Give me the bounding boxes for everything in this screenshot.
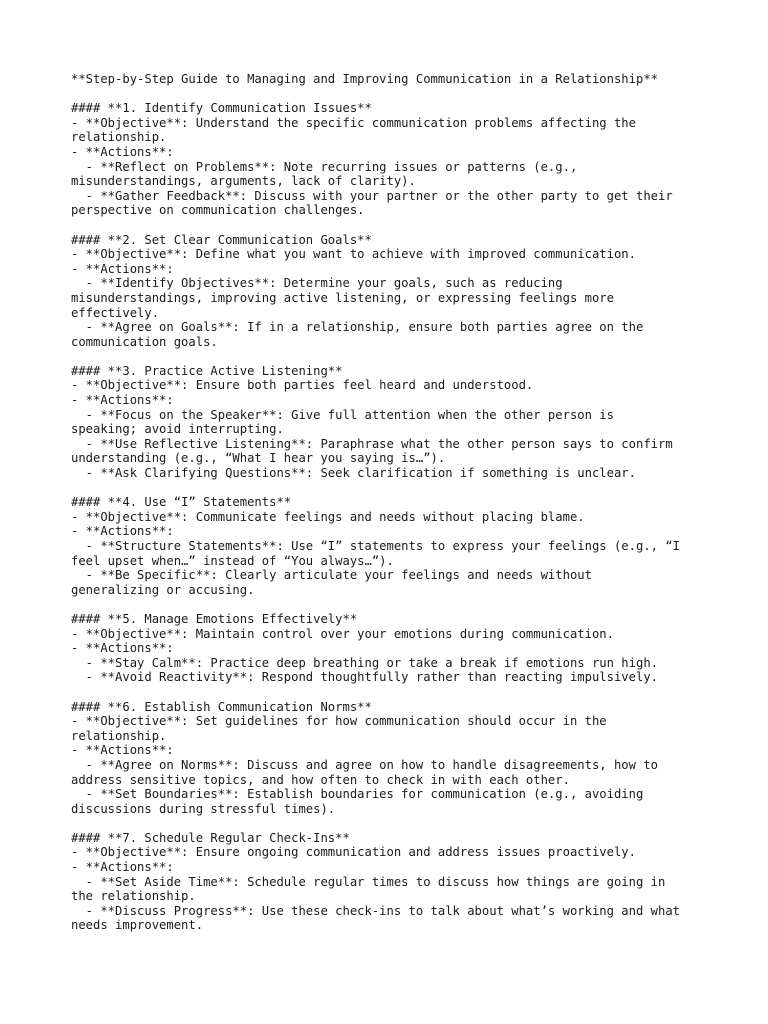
section-line: - **Objective**: Maintain control over your emotions during communication. [71, 626, 614, 641]
section-line: - **Set Boundaries**: Establish boundaries for communication (e.g., avoiding [71, 787, 644, 802]
spacer [71, 597, 731, 612]
section-4 [71, 495, 731, 597]
section-line: - **Objective**: Set guidelines for how communication should occur in the [71, 714, 607, 729]
spacer [71, 481, 731, 496]
section-line: - **Objective**: Define what you want to achieve with improved communication. [71, 247, 636, 262]
section-heading: #### **1. Identify Communication Issues** [71, 101, 372, 116]
document-body [71, 101, 731, 933]
document-title: **Step-by-Step Guide to Managing and Improving Communication in a Relationship** [71, 72, 658, 86]
section-line: relationship. [71, 728, 167, 743]
section-line: - **Agree on Goals**: If in a relationship, ensure both parties agree on the [71, 320, 644, 335]
section-heading: #### **6. Establish Communication Norms** [71, 699, 372, 714]
spacer [71, 87, 731, 102]
section-line: - **Agree on Norms**: Discuss and agree on how to handle disagreements, how to [71, 757, 658, 772]
section-line: - **Objective**: Ensure ongoing communication and address issues proactively. [71, 845, 636, 860]
section-line: relationship. [71, 130, 167, 145]
section-line: - **Stay Calm**: Practice deep breathing or take a break if emotions run high. [71, 655, 658, 670]
section-line: - **Objective**: Ensure both parties feel heard and understood. [71, 378, 534, 393]
section-line: - **Gather Feedback**: Discuss with your partner or the other party to get their [71, 188, 673, 203]
section-line: - **Reflect on Problems**: Note recurring issues or patterns (e.g., [71, 159, 578, 174]
section-6 [71, 700, 731, 817]
section-heading: #### **2. Set Clear Communication Goals** [71, 232, 372, 247]
section-line: misunderstandings, arguments, lack of clarity). [71, 174, 416, 189]
section-line: the relationship. [71, 889, 196, 904]
section-line: communication goals. [71, 334, 218, 349]
section-line: - **Structure Statements**: Use “I” statements to express your feelings (e.g., “I [71, 539, 681, 553]
section-heading: #### **3. Practice Active Listening** [71, 363, 343, 378]
section-line: - **Be Specific**: Clearly articulate your feelings and needs without [71, 568, 592, 583]
section-heading: #### **4. Use “I” Statements** [71, 495, 292, 510]
section-1 [71, 101, 731, 218]
section-line: - **Use Reflective Listening**: Paraphrase what the other person says to confirm [71, 436, 673, 451]
section-line: - **Actions**: [71, 743, 174, 758]
spacer [71, 685, 731, 700]
section-7 [71, 831, 731, 933]
section-line: misunderstandings, improving active listening, or expressing feelings more [71, 290, 614, 305]
section-line: effectively. [71, 305, 160, 320]
document-page [71, 72, 731, 933]
section-line: perspective on communication challenges. [71, 203, 365, 218]
section-line: speaking; avoid interrupting. [71, 422, 284, 437]
section-line: - **Actions**: [71, 860, 174, 875]
section-line: feel upset when…” instead of “You always…”). [71, 553, 394, 568]
section-line: - **Identify Objectives**: Determine your goals, such as reducing [71, 276, 563, 291]
section-3 [71, 364, 731, 481]
section-line: - **Actions**: [71, 144, 174, 159]
section-line: - **Actions**: [71, 261, 174, 276]
section-line: - **Actions**: [71, 524, 174, 539]
section-heading: #### **5. Manage Emotions Effectively** [71, 611, 358, 626]
section-line: understanding (e.g., “What I hear you saying is…”). [71, 451, 446, 466]
section-line: address sensitive topics, and how often to check in with each other. [71, 772, 570, 787]
section-line: - **Objective**: Communicate feelings and needs without placing blame. [71, 509, 585, 524]
section-line: - **Set Aside Time**: Schedule regular times to discuss how things are going in [71, 874, 666, 889]
section-line: - **Avoid Reactivity**: Respond thoughtfully rather than reacting impulsively. [71, 670, 658, 685]
section-line: discussions during stressful times). [71, 801, 336, 816]
section-line: - **Objective**: Understand the specific communication problems affecting the [71, 115, 636, 130]
section-line: needs improvement. [71, 918, 204, 933]
section-5 [71, 612, 731, 685]
section-2 [71, 233, 731, 350]
section-line: - **Ask Clarifying Questions**: Seek clarification if something is unclear. [71, 466, 636, 481]
section-heading: #### **7. Schedule Regular Check-Ins** [71, 830, 350, 845]
spacer [71, 349, 731, 364]
section-line: - **Actions**: [71, 641, 174, 656]
spacer [71, 218, 731, 233]
spacer [71, 816, 731, 831]
section-line: generalizing or accusing. [71, 582, 255, 597]
section-line: - **Actions**: [71, 393, 174, 408]
section-line: - **Discuss Progress**: Use these check-ins to talk about what’s working and what [71, 903, 681, 918]
section-line: - **Focus on the Speaker**: Give full attention when the other person is [71, 407, 614, 422]
